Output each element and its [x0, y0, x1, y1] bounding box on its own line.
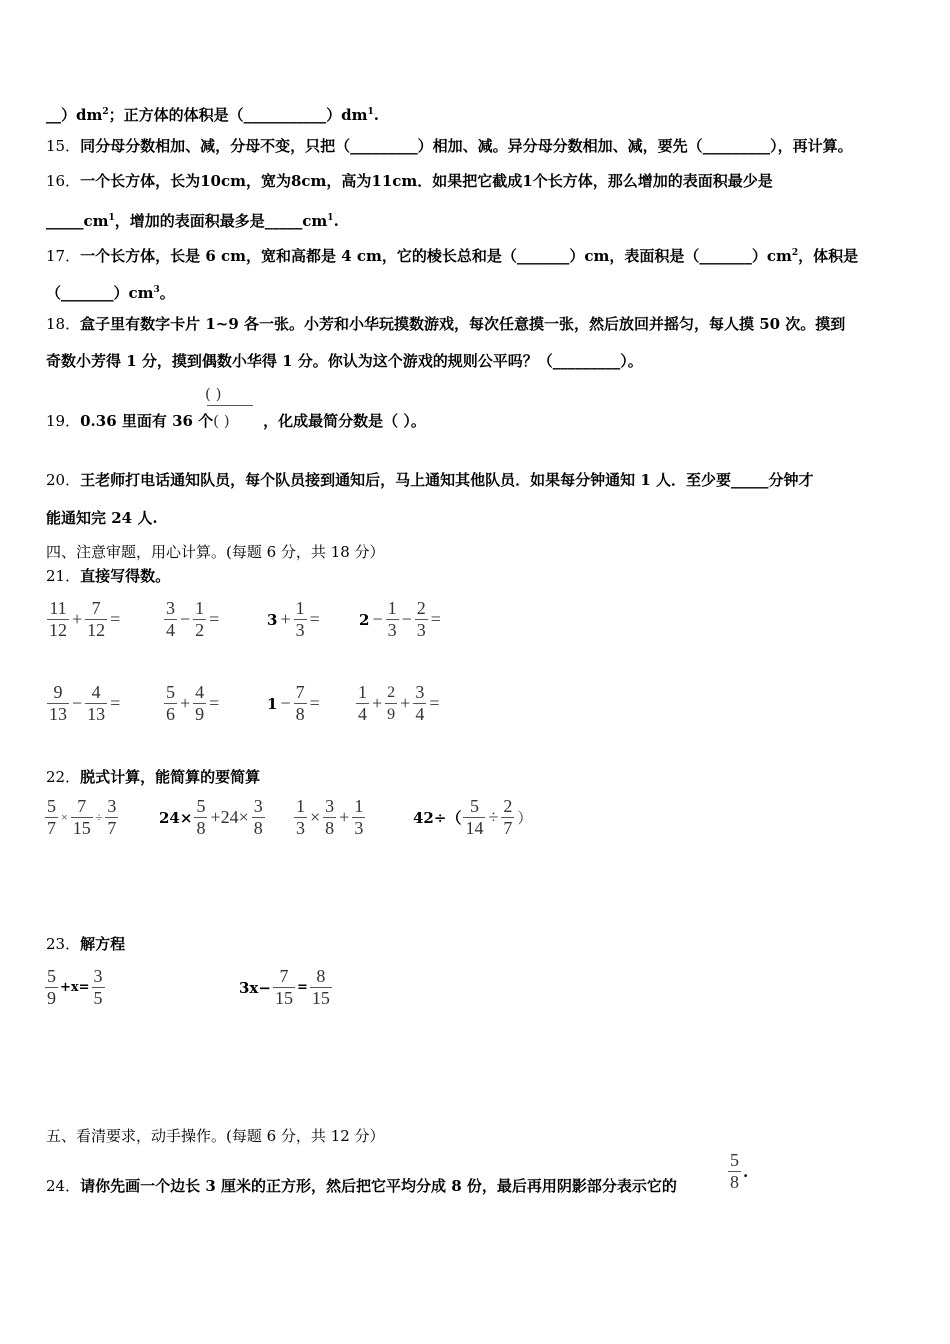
- math-token: 2: [385, 682, 397, 704]
- math-token: +24×: [210, 807, 249, 827]
- math-token: =: [209, 693, 220, 713]
- math-token: 3x−: [239, 978, 271, 997]
- q21-r2-expr4: [355, 682, 441, 725]
- math-token: 3: [296, 818, 305, 838]
- math-token: 12: [87, 620, 106, 640]
- q19-paren-bottom: ( ): [213, 412, 230, 430]
- math-token: 3: [107, 796, 117, 816]
- math-token: 5: [730, 1150, 739, 1170]
- question-16-line2: [46, 208, 339, 231]
- fraction: [105, 796, 118, 839]
- q16-line2b: ，增加的表面积最多是_____cm: [114, 212, 328, 230]
- q17-number: 17．: [46, 247, 81, 265]
- math-token: =: [430, 609, 441, 629]
- q21-r1-expr3: [266, 598, 322, 641]
- fraction: [194, 796, 207, 839]
- math-token: 8: [196, 818, 206, 838]
- q16-number: 16．: [46, 172, 81, 190]
- math-token: 7: [85, 598, 107, 620]
- math-token: 9: [47, 988, 56, 1008]
- math-token: 5: [47, 796, 56, 816]
- q14-sup-a: 2: [102, 107, 109, 117]
- q19-text-b: ，化成最简分数是（ ）。: [263, 412, 426, 430]
- q18-number: 18．: [46, 315, 81, 333]
- math-token: 7: [273, 966, 295, 988]
- math-token: +: [180, 693, 191, 713]
- math-token: =: [110, 609, 121, 629]
- math-token: 1: [296, 796, 305, 816]
- q17-line2b: 。: [159, 284, 175, 302]
- math-token: 15: [311, 988, 330, 1008]
- math-token: 3: [295, 620, 305, 640]
- fraction: [193, 682, 206, 725]
- q23-equation1: [44, 966, 106, 1009]
- math-token: 5: [463, 796, 485, 818]
- section-5-title: 五、看清要求，动手操作。(每题 6 分，共 12 分）: [46, 1127, 385, 1145]
- q22-number: 22．: [46, 768, 81, 786]
- question-17-line2: [46, 280, 175, 303]
- fraction: [92, 966, 105, 1009]
- math-token: 8: [325, 818, 335, 838]
- q16-sup1: 1: [108, 213, 115, 223]
- question-17-line1: [46, 243, 858, 266]
- fraction: [252, 796, 265, 839]
- fraction: [728, 1150, 741, 1193]
- q19-paren-top: ( ): [205, 385, 222, 403]
- math-token: 8: [253, 818, 263, 838]
- math-token: 2: [359, 610, 370, 629]
- fraction: [45, 796, 58, 839]
- math-token: 7: [47, 818, 56, 838]
- math-token: 3: [387, 620, 397, 640]
- math-token: 1: [358, 682, 367, 702]
- fraction: [164, 598, 177, 641]
- fraction: [415, 598, 428, 641]
- math-token: 2: [195, 620, 205, 640]
- question-23: [46, 934, 125, 954]
- fraction: [501, 796, 514, 839]
- q16-line2a: _____cm: [46, 212, 109, 230]
- q20-line1: 王老师打电话通知队员，每个队员接到通知后，马上通知其他队员．如果每分钟通知 1 人．至少要_____分钟才: [80, 471, 814, 489]
- q21-r2-expr2: [163, 682, 221, 725]
- question-21: [46, 566, 170, 586]
- q23-text: 解方程: [80, 935, 126, 953]
- q14-text-b: ；正方体的体积是（___________）dm: [108, 106, 368, 124]
- q17-sup2: 3: [153, 285, 160, 295]
- math-token: ÷: [95, 810, 103, 824]
- q21-number: 21．: [46, 567, 81, 585]
- math-token: ÷: [488, 807, 499, 827]
- math-token: +: [400, 693, 411, 713]
- math-token: +x=: [60, 980, 90, 995]
- math-token: 3: [93, 966, 103, 986]
- math-token: =: [209, 609, 220, 629]
- fraction: [310, 966, 332, 1009]
- math-token: ×: [61, 810, 68, 824]
- math-token: 8: [295, 704, 305, 724]
- q18-line1: 盒子里有数字卡片 1~9 各一张。小芳和小华玩摸数游戏，每次任意摸一张，然后放回并摇匀，每人摸 50 次。摸到: [80, 315, 846, 333]
- math-token: 3: [253, 796, 263, 816]
- fraction: [294, 598, 307, 641]
- math-token: 11: [47, 598, 69, 620]
- q21-r1-expr1: [46, 598, 122, 641]
- math-token: 5: [166, 682, 175, 702]
- math-token: =: [429, 693, 440, 713]
- fraction: [294, 796, 307, 839]
- q22-text: 脱式计算，能简算的要简算: [80, 768, 261, 786]
- section-4-title: 四、注意审题，用心计算。(每题 6 分，共 18 分）: [46, 543, 385, 561]
- math-token: 3: [415, 682, 425, 702]
- math-token: 3: [354, 818, 364, 838]
- math-token: 1: [295, 598, 305, 618]
- math-token: +: [372, 693, 383, 713]
- math-token: −: [401, 609, 412, 629]
- math-token: 5: [196, 796, 206, 816]
- math-token: 1: [195, 598, 205, 618]
- math-token: =: [309, 609, 320, 629]
- fraction: [47, 598, 69, 641]
- math-token: 4: [166, 620, 175, 640]
- math-token: 6: [166, 704, 175, 724]
- question-18-line2: [46, 351, 643, 371]
- math-token: 4: [358, 704, 367, 724]
- math-token: 42÷（: [413, 809, 462, 827]
- math-token: 7: [503, 818, 513, 838]
- math-token: 4: [415, 704, 425, 724]
- math-token: −: [280, 693, 291, 713]
- math-token: 1: [354, 796, 364, 816]
- question-22: [46, 767, 260, 787]
- q16-line2c: .: [333, 212, 339, 230]
- math-token: 3: [325, 796, 335, 816]
- fraction: [85, 598, 107, 641]
- q17-line1a: 一个长方体，长是 6 cm，宽和高都是 4 cm，它的棱长总和是（_______）cm，表面积是（_______）cm: [80, 247, 792, 265]
- math-token: 4: [85, 682, 107, 704]
- q14-text-a: __）dm: [46, 106, 103, 124]
- q21-r1-expr4: [358, 598, 443, 641]
- q20-number: 20．: [46, 471, 81, 489]
- question-15: [46, 136, 853, 156]
- q15-number: 15．: [46, 137, 81, 155]
- q21-r1-expr2: [163, 598, 221, 641]
- math-token: 8: [730, 1172, 739, 1192]
- math-token: 7: [71, 796, 93, 818]
- fraction: [164, 682, 177, 725]
- math-token: −: [72, 693, 83, 713]
- fraction: [273, 966, 295, 1009]
- math-token: 7: [107, 818, 117, 838]
- math-token: 12: [49, 620, 67, 640]
- math-token: ×: [310, 807, 321, 827]
- math-token: 13: [49, 704, 67, 724]
- math-token: 8: [310, 966, 332, 988]
- math-token: 7: [295, 682, 305, 702]
- q20-line2: 能通知完 24 人.: [46, 509, 158, 527]
- q19-fraction-bar: [207, 405, 253, 406]
- q17-line2a: （_______）cm: [46, 284, 154, 302]
- fraction: [356, 682, 369, 725]
- fraction: [413, 682, 426, 725]
- math-token: 3: [166, 598, 175, 618]
- math-token: 13: [87, 704, 106, 724]
- q17-sup1: 2: [791, 248, 799, 258]
- q24-text: 请你先画一个边长 3 厘米的正方形，然后把它平均分成 8 份，最后再用阴影部分表示它的: [80, 1177, 677, 1195]
- math-token: .: [743, 1162, 749, 1181]
- math-token: 3: [267, 610, 278, 629]
- fraction: [294, 682, 307, 725]
- math-token: +: [280, 609, 291, 629]
- question-19: [46, 411, 426, 431]
- math-token: 15: [274, 988, 293, 1008]
- math-token: 9: [387, 706, 396, 723]
- math-token: 5: [47, 966, 56, 986]
- question-16-line1: [46, 171, 773, 191]
- fraction: [386, 598, 399, 641]
- math-token: 15: [72, 818, 91, 838]
- q23-equation2: [238, 966, 333, 1009]
- math-token: =: [296, 980, 308, 995]
- math-token: 9: [47, 682, 69, 704]
- q14-text-c: .: [373, 106, 380, 124]
- math-token: 14: [465, 818, 484, 838]
- math-token: 5: [93, 988, 103, 1008]
- q16-sup2: 1: [327, 213, 334, 223]
- question-24: [46, 1176, 677, 1196]
- q22-expr2: [158, 796, 266, 839]
- question-20-line1: [46, 470, 813, 490]
- fraction: [45, 966, 58, 1009]
- q24-fraction: [727, 1150, 749, 1193]
- q14-tail: [46, 102, 379, 125]
- q21-r2-expr1: [46, 682, 122, 725]
- math-token: =: [110, 693, 121, 713]
- q19-text-a: 0.36 里面有 36 个: [80, 412, 214, 430]
- q18-line2: 奇数小芳得 1 分，摸到偶数小华得 1 分。你认为这个游戏的规则公平吗？（_________）。: [46, 352, 643, 370]
- math-token: 3: [416, 620, 426, 640]
- math-token: 2: [503, 796, 513, 816]
- fraction: [71, 796, 93, 839]
- math-token: 2: [416, 598, 426, 618]
- fraction: [385, 682, 397, 725]
- q23-number: 23．: [46, 935, 81, 953]
- math-token: −: [180, 609, 191, 629]
- q22-expr4: [412, 796, 534, 839]
- q21-r2-expr3: [266, 682, 322, 725]
- math-token: =: [309, 693, 320, 713]
- question-20-line2: [46, 508, 158, 528]
- math-token: 1: [387, 598, 397, 618]
- math-token: ）: [517, 811, 533, 827]
- math-token: 4: [195, 682, 205, 702]
- fraction: [85, 682, 107, 725]
- question-18-line1: [46, 314, 845, 334]
- q14-sup-b: 1: [367, 107, 374, 117]
- math-token: 24×: [159, 808, 193, 827]
- math-token: 1: [267, 694, 278, 713]
- fraction: [323, 796, 336, 839]
- q21-text: 直接写得数。: [80, 567, 171, 585]
- q22-expr3: [293, 796, 366, 839]
- fraction: [463, 796, 485, 839]
- math-token: −: [372, 609, 383, 629]
- math-token: +: [339, 807, 350, 827]
- fraction: [47, 682, 69, 725]
- q19-number: 19．: [46, 412, 81, 430]
- q17-line1b: ，体积是: [798, 247, 859, 265]
- q22-expr1: [44, 796, 119, 839]
- fraction: [193, 598, 206, 641]
- math-token: 9: [195, 704, 205, 724]
- q16-line1: 一个长方体，长为10cm，宽为8cm，高为11cm．如果把它截成1个长方体，那么增加的表面积最少是: [80, 172, 773, 190]
- q15-text: 同分母分数相加、减，分母不变，只把（_________）相加、减。异分母分数相加、减，要先（_________），再计算。: [80, 137, 853, 155]
- fraction: [352, 796, 365, 839]
- math-token: +: [72, 609, 83, 629]
- q24-number: 24．: [46, 1177, 81, 1195]
